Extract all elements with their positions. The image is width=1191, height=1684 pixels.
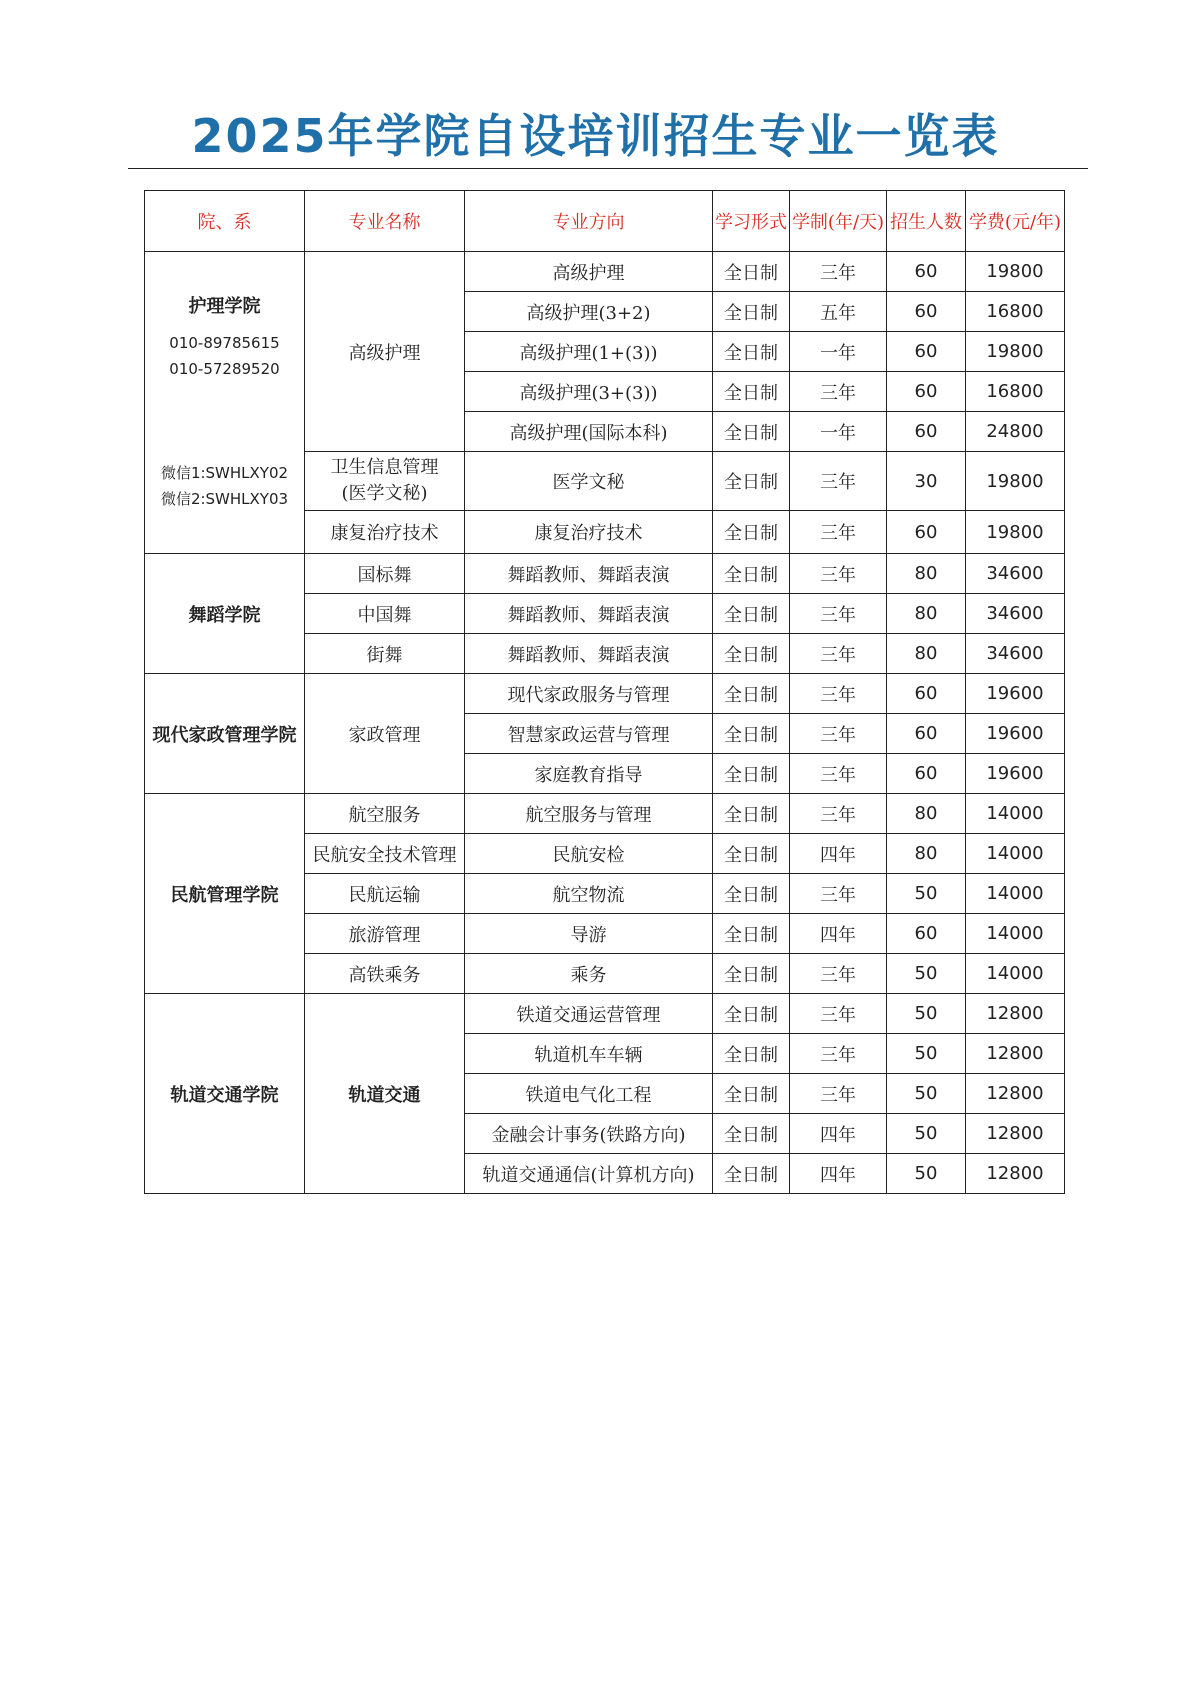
direction-cell: 舞蹈教师、舞蹈表演 — [465, 634, 713, 674]
major-cell: 民航安全技术管理 — [305, 834, 465, 874]
major-cell: 家政管理 — [305, 674, 465, 794]
fee-cell: 34600 — [966, 634, 1065, 674]
direction-cell: 智慧家政运营与管理 — [465, 714, 713, 754]
count-cell: 50 — [887, 1074, 966, 1114]
count-cell: 60 — [887, 372, 966, 412]
header-tuition: 学费(元/年) — [966, 191, 1065, 252]
college-name: 现代家政管理学院 — [145, 674, 305, 794]
phone-number: 010-57289520 — [169, 359, 280, 378]
header-duration: 学制(年/天) — [790, 191, 887, 252]
form-cell: 全日制 — [713, 412, 790, 452]
direction-cell: 轨道机车车辆 — [465, 1034, 713, 1074]
fee-cell: 12800 — [966, 1074, 1065, 1114]
major-cell: 康复治疗技术 — [305, 511, 465, 554]
form-cell: 全日制 — [713, 874, 790, 914]
fee-cell: 19800 — [966, 252, 1065, 292]
count-cell: 60 — [887, 674, 966, 714]
fee-cell: 12800 — [966, 994, 1065, 1034]
fee-cell: 16800 — [966, 372, 1065, 412]
fee-cell: 19800 — [966, 452, 1065, 511]
fee-cell: 14000 — [966, 954, 1065, 994]
major-cell — [305, 452, 465, 511]
duration-cell: 五年 — [790, 292, 887, 332]
wechat-id: 微信1:SWHLXY02 — [160, 463, 289, 482]
form-cell: 全日制 — [713, 511, 790, 554]
count-cell: 80 — [887, 834, 966, 874]
direction-cell: 高级护理(国际本科) — [465, 412, 713, 452]
form-cell: 全日制 — [713, 452, 790, 511]
direction-cell: 康复治疗技术 — [465, 511, 713, 554]
fee-cell: 14000 — [966, 834, 1065, 874]
count-cell: 80 — [887, 794, 966, 834]
duration-cell: 一年 — [790, 412, 887, 452]
fee-cell: 19600 — [966, 674, 1065, 714]
fee-cell: 19800 — [966, 511, 1065, 554]
major-cell: 旅游管理 — [305, 914, 465, 954]
duration-cell: 三年 — [790, 794, 887, 834]
duration-cell: 三年 — [790, 954, 887, 994]
form-cell: 全日制 — [713, 332, 790, 372]
fee-cell: 34600 — [966, 594, 1065, 634]
fee-cell: 12800 — [966, 1034, 1065, 1074]
fee-cell: 19600 — [966, 754, 1065, 794]
form-cell: 全日制 — [713, 914, 790, 954]
major-cell: 民航运输 — [305, 874, 465, 914]
form-cell: 全日制 — [713, 794, 790, 834]
major-cell: 国标舞 — [305, 554, 465, 594]
form-cell: 全日制 — [713, 252, 790, 292]
header-major: 专业名称 — [305, 191, 465, 252]
fee-cell: 24800 — [966, 412, 1065, 452]
form-cell: 全日制 — [713, 1074, 790, 1114]
title-divider — [128, 168, 1088, 169]
direction-cell: 金融会计事务(铁路方向) — [465, 1114, 713, 1154]
direction-cell: 乘务 — [465, 954, 713, 994]
direction-cell: 医学文秘 — [465, 452, 713, 511]
fee-cell: 14000 — [966, 874, 1065, 914]
count-cell: 30 — [887, 452, 966, 511]
duration-cell: 三年 — [790, 1034, 887, 1074]
fee-cell: 12800 — [966, 1114, 1065, 1154]
direction-cell: 航空物流 — [465, 874, 713, 914]
direction-cell: 轨道交通通信(计算机方向) — [465, 1154, 713, 1194]
form-cell: 全日制 — [713, 834, 790, 874]
table-header-row — [145, 191, 1065, 252]
table-row — [145, 554, 1065, 594]
direction-cell: 高级护理(3+2) — [465, 292, 713, 332]
duration-cell: 四年 — [790, 834, 887, 874]
direction-cell: 家庭教育指导 — [465, 754, 713, 794]
count-cell: 50 — [887, 1154, 966, 1194]
fee-cell: 14000 — [966, 794, 1065, 834]
wechat-id: 微信2:SWHLXY03 — [160, 489, 289, 508]
form-cell: 全日制 — [713, 1034, 790, 1074]
duration-cell: 一年 — [790, 332, 887, 372]
duration-cell: 三年 — [790, 594, 887, 634]
duration-cell: 三年 — [790, 994, 887, 1034]
phone-number: 010-89785615 — [169, 333, 280, 352]
college-name: 护理学院 — [188, 295, 261, 317]
form-cell: 全日制 — [713, 634, 790, 674]
major-cell: 中国舞 — [305, 594, 465, 634]
count-cell: 80 — [887, 554, 966, 594]
table-row — [145, 794, 1065, 834]
duration-cell: 三年 — [790, 874, 887, 914]
duration-cell: 三年 — [790, 511, 887, 554]
form-cell: 全日制 — [713, 994, 790, 1034]
form-cell: 全日制 — [713, 674, 790, 714]
direction-cell: 舞蹈教师、舞蹈表演 — [465, 554, 713, 594]
duration-cell: 四年 — [790, 1154, 887, 1194]
duration-cell: 三年 — [790, 1074, 887, 1114]
form-cell: 全日制 — [713, 714, 790, 754]
count-cell: 50 — [887, 1034, 966, 1074]
major-cell: 街舞 — [305, 634, 465, 674]
count-cell: 60 — [887, 714, 966, 754]
major-cell: 轨道交通 — [305, 994, 465, 1194]
direction-cell: 舞蹈教师、舞蹈表演 — [465, 594, 713, 634]
page-title: 2025年学院自设培训招生专业一览表 — [191, 109, 1000, 163]
form-cell: 全日制 — [713, 1154, 790, 1194]
duration-cell: 三年 — [790, 252, 887, 292]
duration-cell: 三年 — [790, 452, 887, 511]
form-cell: 全日制 — [713, 594, 790, 634]
major-cell: 高级护理 — [305, 252, 465, 452]
form-cell: 全日制 — [713, 1114, 790, 1154]
college-nursing-cell — [145, 252, 305, 554]
fee-cell: 14000 — [966, 914, 1065, 954]
fee-cell: 12800 — [966, 1154, 1065, 1194]
college-name: 舞蹈学院 — [145, 554, 305, 674]
count-cell: 60 — [887, 332, 966, 372]
major-name: 卫生信息管理 — [330, 457, 439, 478]
count-cell: 60 — [887, 754, 966, 794]
count-cell: 50 — [887, 874, 966, 914]
count-cell: 80 — [887, 634, 966, 674]
duration-cell: 三年 — [790, 554, 887, 594]
major-cell: 航空服务 — [305, 794, 465, 834]
header-direction: 专业方向 — [465, 191, 713, 252]
direction-cell: 航空服务与管理 — [465, 794, 713, 834]
count-cell: 50 — [887, 954, 966, 994]
table-row — [145, 674, 1065, 714]
header-study-form: 学习形式 — [713, 191, 790, 252]
count-cell: 60 — [887, 511, 966, 554]
fee-cell: 34600 — [966, 554, 1065, 594]
direction-cell: 民航安检 — [465, 834, 713, 874]
direction-cell: 高级护理(3+(3)) — [465, 372, 713, 412]
header-enrollment: 招生人数 — [887, 191, 966, 252]
duration-cell: 三年 — [790, 754, 887, 794]
duration-cell: 三年 — [790, 714, 887, 754]
major-subtitle: (医学文秘) — [341, 483, 428, 504]
major-cell: 高铁乘务 — [305, 954, 465, 994]
college-name: 轨道交通学院 — [145, 994, 305, 1194]
direction-cell: 导游 — [465, 914, 713, 954]
form-cell: 全日制 — [713, 754, 790, 794]
fee-cell: 19800 — [966, 332, 1065, 372]
direction-cell: 高级护理(1+(3)) — [465, 332, 713, 372]
direction-cell: 高级护理 — [465, 252, 713, 292]
form-cell: 全日制 — [713, 292, 790, 332]
count-cell: 60 — [887, 412, 966, 452]
count-cell: 80 — [887, 594, 966, 634]
duration-cell: 三年 — [790, 372, 887, 412]
duration-cell: 四年 — [790, 1114, 887, 1154]
form-cell: 全日制 — [713, 554, 790, 594]
duration-cell: 四年 — [790, 914, 887, 954]
duration-cell: 三年 — [790, 634, 887, 674]
form-cell: 全日制 — [713, 954, 790, 994]
fee-cell: 16800 — [966, 292, 1065, 332]
duration-cell: 三年 — [790, 674, 887, 714]
enrollment-table — [144, 190, 1065, 1194]
table-row — [145, 994, 1065, 1034]
table-row — [145, 252, 1065, 292]
college-name: 民航管理学院 — [145, 794, 305, 994]
count-cell: 60 — [887, 292, 966, 332]
direction-cell: 铁道交通运营管理 — [465, 994, 713, 1034]
count-cell: 50 — [887, 994, 966, 1034]
direction-cell: 现代家政服务与管理 — [465, 674, 713, 714]
header-college: 院、系 — [145, 191, 305, 252]
direction-cell: 铁道电气化工程 — [465, 1074, 713, 1114]
count-cell: 50 — [887, 1114, 966, 1154]
form-cell: 全日制 — [713, 372, 790, 412]
fee-cell: 19600 — [966, 714, 1065, 754]
count-cell: 60 — [887, 252, 966, 292]
count-cell: 60 — [887, 914, 966, 954]
